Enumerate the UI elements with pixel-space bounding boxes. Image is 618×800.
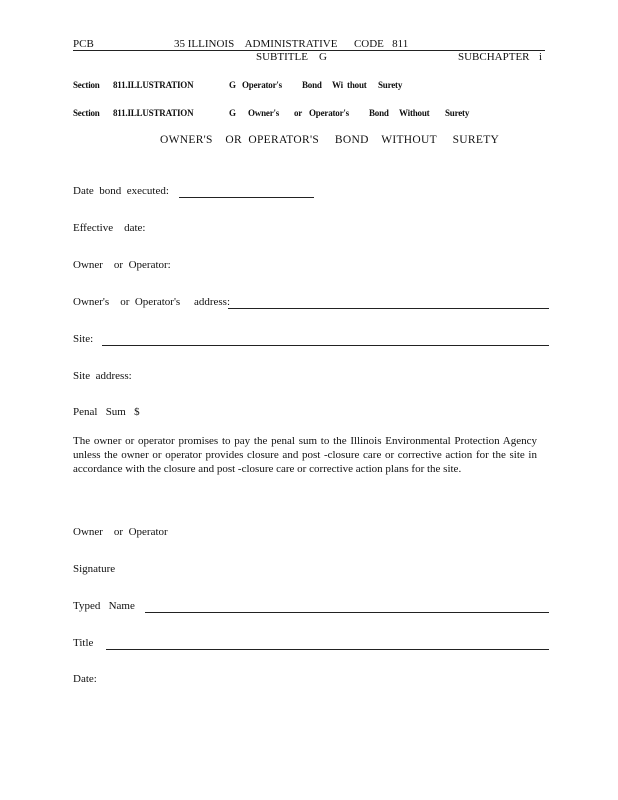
- signature-owner-operator-label: Owner or Operator: [73, 526, 168, 538]
- section-1-word: Operator's: [242, 80, 282, 90]
- section-2-number: 811.ILLUSTRATION: [113, 108, 194, 118]
- section-1-word: Bond: [302, 80, 322, 90]
- section-2-word: Surety: [445, 108, 470, 118]
- section-2-word: Owner's: [248, 108, 280, 118]
- section-1-word: Wi thout: [332, 80, 367, 90]
- site-line: [102, 345, 549, 346]
- section-1-number: 811.ILLUSTRATION: [113, 80, 194, 90]
- owner-operator-label: Owner or Operator:: [73, 259, 171, 271]
- header-pcb: PCB: [73, 38, 94, 50]
- penal-sum-label: Penal Sum $: [73, 406, 140, 418]
- header-subchapter: SUBCHAPTER: [458, 51, 530, 63]
- section-2-letter: G: [229, 108, 236, 118]
- title-line: [106, 649, 549, 650]
- section-2-word: Operator's: [309, 108, 349, 118]
- owner-address-label: Owner's or Operator's address:: [73, 296, 231, 308]
- section-1-label: Section: [73, 80, 100, 90]
- form-title: OWNER'S OR OPERATOR'S BOND WITHOUT SURETY: [160, 134, 500, 146]
- section-2-label: Section: [73, 108, 100, 118]
- header-subtitle: SUBTITLE G: [256, 51, 327, 63]
- date-label: Date:: [73, 673, 97, 685]
- section-2-word: Without: [399, 108, 430, 118]
- owner-address-line: [228, 308, 549, 309]
- typed-name-line: [145, 612, 549, 613]
- section-1-letter: G: [229, 80, 236, 90]
- effective-date-label: Effective date:: [73, 222, 146, 234]
- site-label: Site:: [73, 333, 94, 345]
- site-address-label: Site address:: [73, 370, 132, 382]
- bond-paragraph: The owner or operator promises to pay the penal sum to the Illinois Environmental Protection Agency unless the owner or operator provides closure and post -closure care or corrective action for the site in accordance with the closure and post -closure care or corrective action plans for the site.: [73, 435, 537, 475]
- section-2-word: or: [294, 108, 303, 118]
- date-executed-label: Date bond executed:: [73, 185, 169, 197]
- section-2-word: Bond: [369, 108, 389, 118]
- title-label: Title: [73, 637, 94, 649]
- typed-name-label: Typed Name: [73, 600, 135, 612]
- header-subchapter-letter: i: [539, 51, 543, 63]
- header-code: 35 ILLINOIS ADMINISTRATIVE CODE 811: [174, 38, 409, 50]
- signature-label: Signature: [73, 563, 116, 575]
- date-executed-line: [179, 197, 314, 198]
- section-1-word: Surety: [378, 80, 403, 90]
